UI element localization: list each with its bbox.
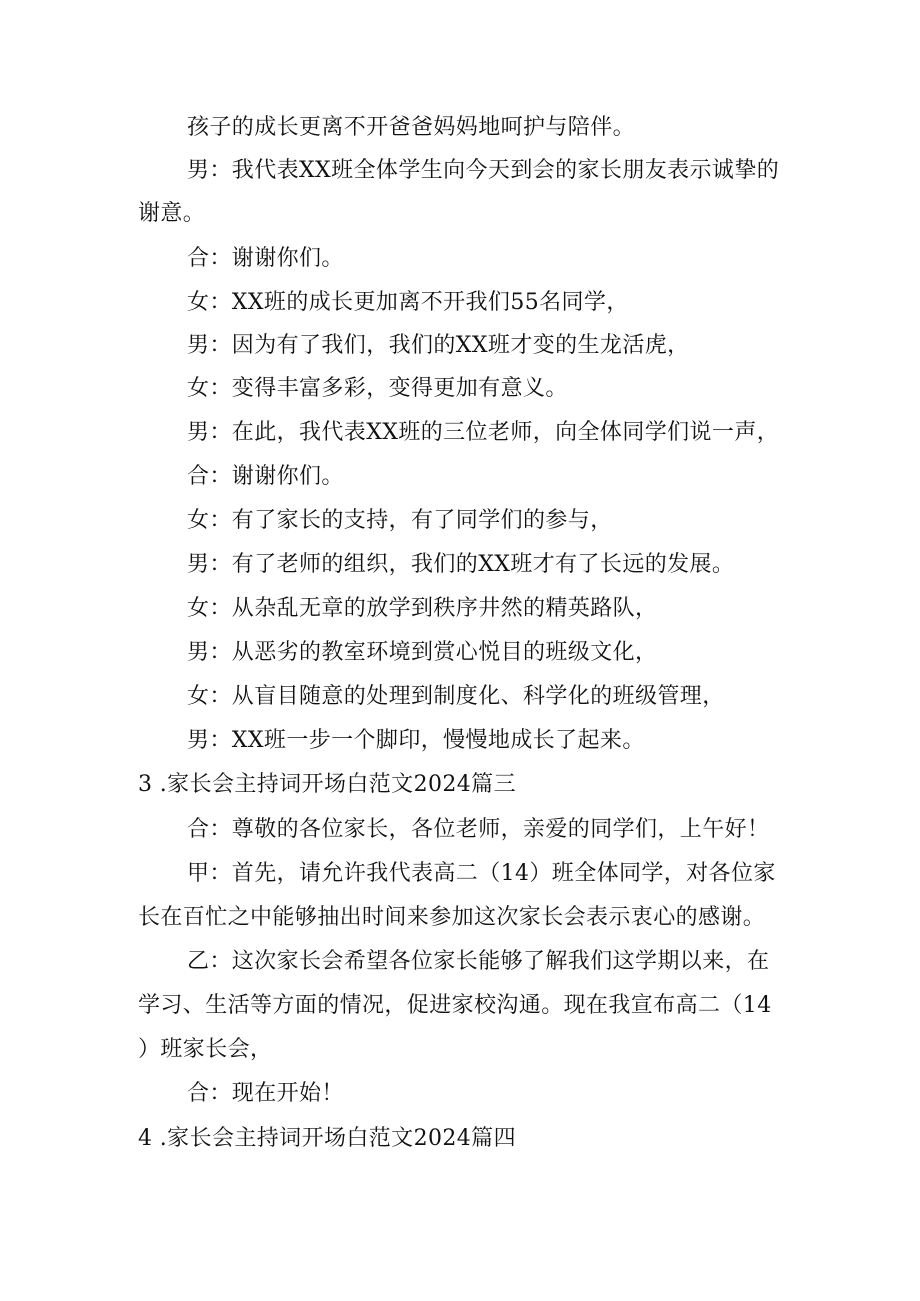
section-heading: 4 .家长会主持词开场白范文2024篇四	[138, 1126, 516, 1151]
paragraph-line: 合：谢谢你们。	[187, 246, 344, 271]
paragraph-line: 长在百忙之中能够抽出时间来参加这次家长会表示衷心的感谢。	[138, 905, 766, 930]
paragraph-line: 合：尊敬的各位家长，各位老师，亲爱的同学们，上午好！	[187, 817, 770, 842]
paragraph-line: 男：我代表XX班全体学生向今天到会的家长朋友表示诚挚的	[187, 158, 780, 183]
paragraph-line: 男：XX班一步一个脚印，慢慢地成长了起来。	[187, 728, 645, 753]
paragraph-line: 女：变得丰富多彩，变得更加有意义。	[187, 376, 568, 401]
paragraph-line: 男：有了老师的组织，我们的XX班才有了长远的发展。	[187, 552, 735, 577]
paragraph-line: 男：因为有了我们，我们的XX班才变的生龙活虎，	[187, 333, 690, 358]
paragraph-line: 女：有了家长的支持，有了同学们的参与，	[187, 508, 613, 533]
paragraph-line: 女：从杂乱无章的放学到秩序井然的精英路队，	[187, 596, 658, 621]
paragraph-line: 男：从恶劣的教室环境到赏心悦目的班级文化，	[187, 640, 658, 665]
paragraph-line: 合：现在开始！	[187, 1081, 344, 1106]
paragraph-line: ）班家长会，	[138, 1037, 273, 1062]
paragraph-line: 女：XX班的成长更加离不开我们55名同学，	[187, 290, 629, 315]
paragraph-line: 男：在此，我代表XX班的三位老师，向全体同学们说一声，	[187, 420, 780, 445]
paragraph-line: 学习、生活等方面的情况，促进家校沟通。现在我宣布高二（14	[138, 993, 772, 1018]
paragraph-line: 乙：这次家长会希望各位家长能够了解我们这学期以来，在	[187, 949, 770, 974]
section-heading: 3 .家长会主持词开场白范文2024篇三	[138, 772, 516, 797]
paragraph-line: 甲：首先，请允许我代表高二（14）班全体同学，对各位家	[187, 861, 776, 886]
paragraph-line: 孩子的成长更离不开爸爸妈妈地呵护与陪伴。	[187, 115, 636, 140]
paragraph-line: 女：从盲目随意的处理到制度化、科学化的班级管理，	[187, 684, 725, 709]
paragraph-line: 合：谢谢你们。	[187, 464, 344, 489]
paragraph-line: 谢意。	[138, 201, 206, 226]
